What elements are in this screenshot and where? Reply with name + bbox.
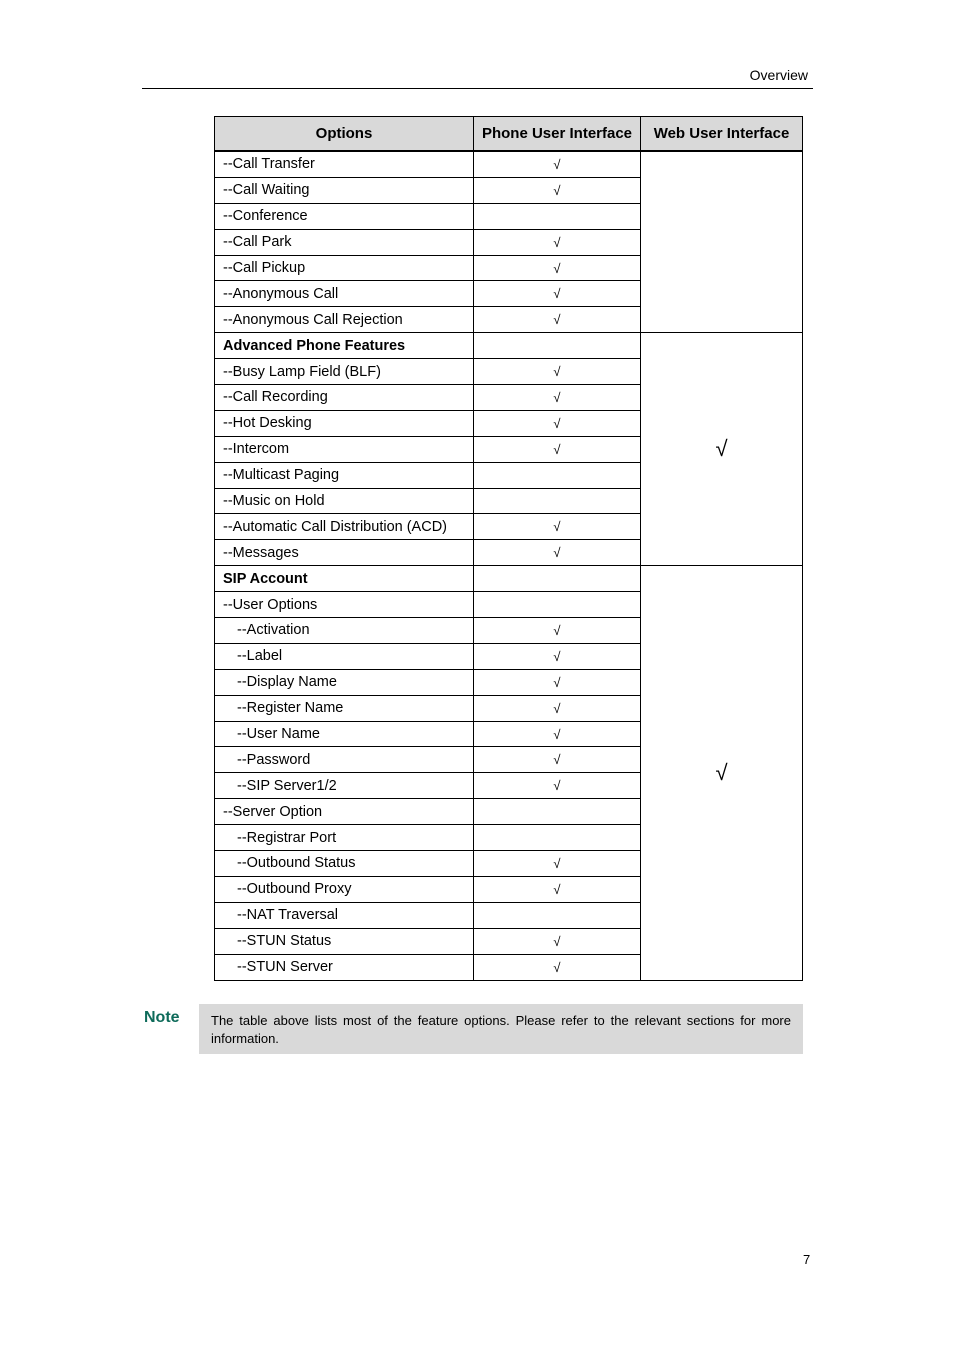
- table-row: [215, 151, 803, 177]
- phone-ui-cell: [474, 825, 641, 851]
- phone-ui-cell: √: [474, 514, 641, 540]
- note-box: [199, 1004, 803, 1054]
- page-number: 7: [803, 1252, 811, 1267]
- running-header-title: Overview: [749, 67, 808, 83]
- option-cell: --Conference: [215, 203, 474, 229]
- option-cell: --NAT Traversal: [215, 902, 474, 928]
- phone-ui-cell: √: [474, 151, 641, 177]
- phone-ui-cell: √: [474, 281, 641, 307]
- option-cell: --Call Pickup: [215, 255, 474, 281]
- option-cell: --Password: [215, 747, 474, 773]
- phone-ui-cell: √: [474, 618, 641, 644]
- phone-ui-cell: √: [474, 643, 641, 669]
- phone-ui-cell: √: [474, 540, 641, 566]
- column-header-web-ui: Web User Interface: [641, 117, 803, 152]
- option-cell: --STUN Server: [215, 954, 474, 980]
- phone-ui-cell: √: [474, 229, 641, 255]
- phone-ui-cell: [474, 902, 641, 928]
- option-cell: --Intercom: [215, 436, 474, 462]
- option-cell: --Busy Lamp Field (BLF): [215, 359, 474, 385]
- web-ui-cell: √: [641, 333, 803, 566]
- phone-ui-cell: √: [474, 851, 641, 877]
- table-header-row: [215, 117, 803, 152]
- phone-ui-cell: √: [474, 669, 641, 695]
- option-cell: Advanced Phone Features: [215, 333, 474, 359]
- option-cell: --User Name: [215, 721, 474, 747]
- option-cell: --User Options: [215, 592, 474, 618]
- phone-ui-cell: √: [474, 928, 641, 954]
- option-cell: --Call Recording: [215, 385, 474, 411]
- option-cell: --Multicast Paging: [215, 462, 474, 488]
- option-cell: --Server Option: [215, 799, 474, 825]
- phone-ui-cell: √: [474, 359, 641, 385]
- web-ui-cell: [641, 151, 803, 333]
- phone-ui-cell: √: [474, 385, 641, 411]
- phone-ui-cell: √: [474, 436, 641, 462]
- option-cell: --Messages: [215, 540, 474, 566]
- column-header-options: Options: [215, 117, 474, 152]
- phone-ui-cell: √: [474, 773, 641, 799]
- header-rule: [142, 88, 813, 89]
- option-cell: --SIP Server1/2: [215, 773, 474, 799]
- option-cell: --Music on Hold: [215, 488, 474, 514]
- option-cell: --Outbound Status: [215, 851, 474, 877]
- phone-ui-cell: √: [474, 954, 641, 980]
- option-cell: --Register Name: [215, 695, 474, 721]
- option-cell: --STUN Status: [215, 928, 474, 954]
- phone-ui-cell: √: [474, 876, 641, 902]
- option-cell: --Call Transfer: [215, 151, 474, 177]
- option-cell: --Registrar Port: [215, 825, 474, 851]
- option-cell: SIP Account: [215, 566, 474, 592]
- phone-ui-cell: [474, 203, 641, 229]
- note-text: The table above lists most of the feature options. Please refer to the relevant sections for more information.: [211, 1013, 791, 1046]
- phone-ui-cell: [474, 462, 641, 488]
- column-header-phone-ui: Phone User Interface: [474, 117, 641, 152]
- option-cell: --Call Park: [215, 229, 474, 255]
- table-row: [215, 333, 803, 359]
- option-cell: --Outbound Proxy: [215, 876, 474, 902]
- phone-ui-cell: √: [474, 307, 641, 333]
- phone-ui-cell: √: [474, 410, 641, 436]
- option-cell: --Automatic Call Distribution (ACD): [215, 514, 474, 540]
- phone-ui-cell: [474, 566, 641, 592]
- phone-ui-cell: √: [474, 255, 641, 281]
- option-cell: --Activation: [215, 618, 474, 644]
- phone-ui-cell: √: [474, 177, 641, 203]
- table-body: [215, 151, 803, 980]
- phone-ui-cell: √: [474, 721, 641, 747]
- phone-ui-cell: [474, 333, 641, 359]
- option-cell: --Display Name: [215, 669, 474, 695]
- phone-ui-cell: [474, 488, 641, 514]
- phone-ui-cell: [474, 592, 641, 618]
- option-cell: --Hot Desking: [215, 410, 474, 436]
- table-row: [215, 566, 803, 592]
- option-cell: --Anonymous Call: [215, 281, 474, 307]
- option-cell: --Call Waiting: [215, 177, 474, 203]
- phone-ui-cell: [474, 799, 641, 825]
- option-cell: --Label: [215, 643, 474, 669]
- phone-ui-cell: √: [474, 747, 641, 773]
- option-cell: --Anonymous Call Rejection: [215, 307, 474, 333]
- feature-options-table: [214, 116, 803, 981]
- web-ui-cell: √: [641, 566, 803, 980]
- phone-ui-cell: √: [474, 695, 641, 721]
- note-label: Note: [144, 1009, 180, 1026]
